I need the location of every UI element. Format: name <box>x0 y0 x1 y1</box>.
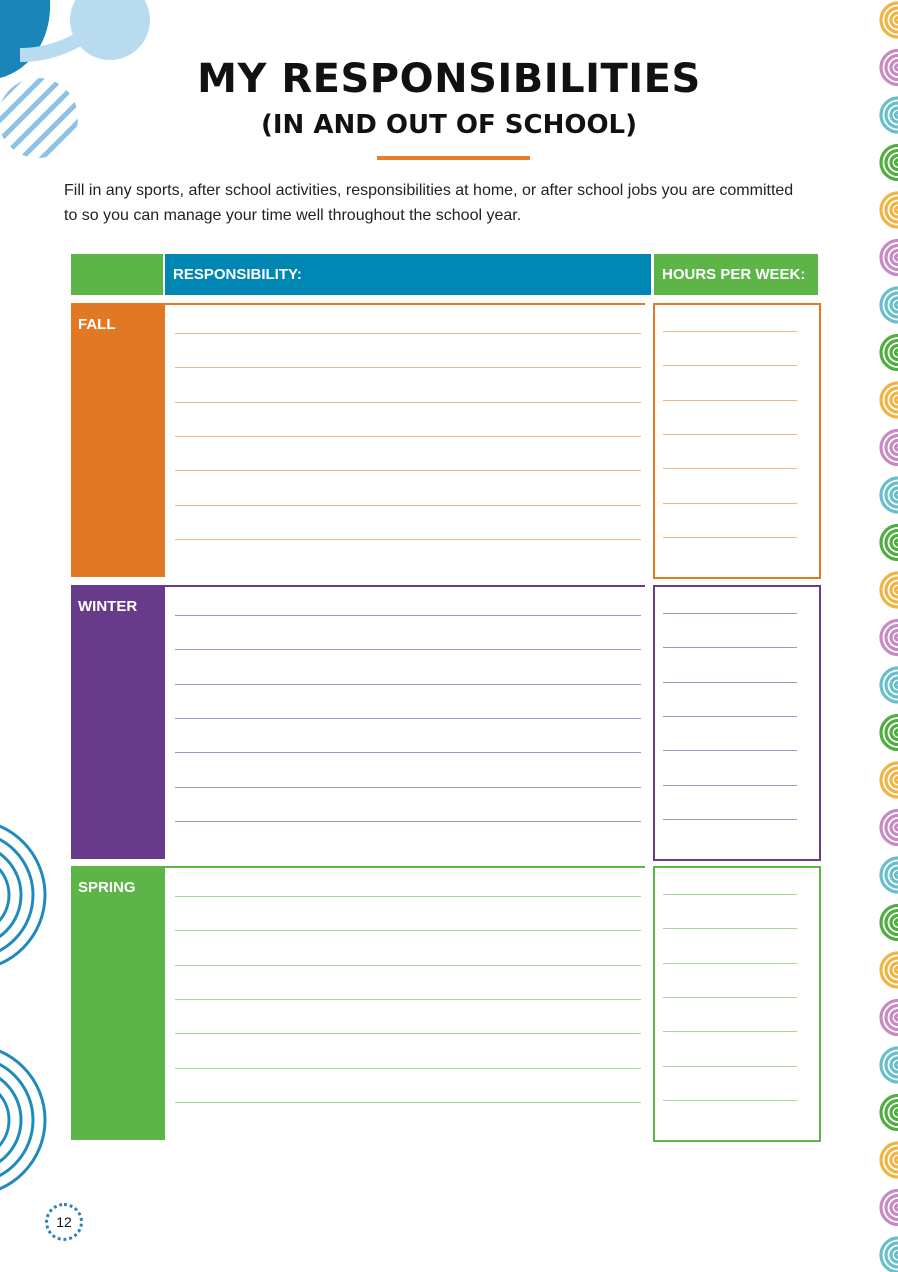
spiral-icon <box>881 193 898 227</box>
writing-line <box>175 539 641 540</box>
responsibility-writing-area[interactable] <box>165 303 645 579</box>
hours-writing-box[interactable] <box>653 303 821 579</box>
writing-line <box>175 1033 641 1034</box>
writing-line <box>175 896 641 897</box>
title-underline <box>377 156 530 160</box>
hours-writing-line <box>663 716 797 717</box>
hours-writing-line <box>663 894 797 895</box>
page-title: MY RESPONSIBILITIES <box>197 56 701 102</box>
spiral-icon <box>881 431 898 465</box>
spiral-icon <box>881 3 898 37</box>
spiral-icon <box>881 953 898 987</box>
spiral-icon <box>881 858 898 892</box>
spiral-icon <box>881 1238 898 1272</box>
spiral-icon <box>881 906 898 940</box>
spiral-icon <box>881 1048 898 1082</box>
hours-writing-line <box>663 434 797 435</box>
hours-writing-line <box>663 365 797 366</box>
hours-writing-box[interactable] <box>653 585 821 861</box>
writing-line <box>175 787 641 788</box>
season-section-fall <box>71 303 819 577</box>
spiral-icon <box>881 1001 898 1035</box>
writing-line <box>175 1068 641 1069</box>
spiral-icon <box>881 668 898 702</box>
spiral-icon <box>881 336 898 370</box>
hours-writing-line <box>663 1031 797 1032</box>
season-label: SPRING <box>78 879 136 896</box>
hours-writing-line <box>663 785 797 786</box>
hours-writing-line <box>663 682 797 683</box>
writing-line <box>175 684 641 685</box>
intro-text: Fill in any sports, after school activities, responsibilities at home, or after school jobs you are committed to so you can manage your time well throughout the school year. <box>64 182 794 224</box>
spiral-icon <box>881 383 898 417</box>
season-section-winter <box>71 585 819 859</box>
season-label: WINTER <box>78 598 138 615</box>
left-arcs-decoration <box>0 810 50 1210</box>
season-section-spring <box>71 866 819 1140</box>
season-label-cell <box>71 585 165 859</box>
header-hours-label: HOURS PER WEEK: <box>662 266 806 283</box>
hours-writing-line <box>663 647 797 648</box>
writing-line <box>175 965 641 966</box>
writing-line <box>175 718 641 719</box>
hours-writing-box[interactable] <box>653 866 821 1142</box>
page-subtitle: (IN AND OUT OF SCHOOL) <box>260 110 638 140</box>
spiral-icon <box>881 146 898 180</box>
spiral-icon <box>881 526 898 560</box>
hours-writing-line <box>663 400 797 401</box>
spiral-icon <box>881 763 898 797</box>
hours-writing-line <box>663 997 797 998</box>
spiral-icon <box>881 1191 898 1225</box>
spiral-icon <box>881 621 898 655</box>
writing-line <box>175 367 641 368</box>
season-label: FALL <box>78 316 116 333</box>
right-spiral-column-decoration <box>873 0 898 1272</box>
writing-line <box>175 1102 641 1103</box>
hours-writing-line <box>663 1100 797 1101</box>
header-corner-cell <box>71 254 163 295</box>
spiral-icon <box>881 288 898 322</box>
writing-line <box>175 752 641 753</box>
writing-line <box>175 999 641 1000</box>
writing-line <box>175 402 641 403</box>
hours-writing-line <box>663 468 797 469</box>
spiral-icon <box>881 1143 898 1177</box>
writing-line <box>175 930 641 931</box>
header-hours-cell <box>654 254 818 295</box>
header-responsibility-label: RESPONSIBILITY: <box>173 266 302 283</box>
writing-line <box>175 615 641 616</box>
hours-writing-line <box>663 613 797 614</box>
hours-writing-line <box>663 503 797 504</box>
spiral-icon <box>881 478 898 512</box>
season-label-cell <box>71 866 165 1140</box>
spiral-icon <box>881 241 898 275</box>
writing-line <box>175 649 641 650</box>
hours-writing-line <box>663 928 797 929</box>
writing-line <box>175 505 641 506</box>
hours-writing-line <box>663 537 797 538</box>
hours-writing-line <box>663 1066 797 1067</box>
hours-writing-line <box>663 331 797 332</box>
writing-line <box>175 821 641 822</box>
header-responsibility-cell <box>165 254 651 295</box>
spiral-icon <box>881 811 898 845</box>
writing-line <box>175 436 641 437</box>
season-label-cell <box>71 303 165 577</box>
responsibility-writing-area[interactable] <box>165 585 645 861</box>
responsibility-writing-area[interactable] <box>165 866 645 1142</box>
hours-writing-line <box>663 963 797 964</box>
spiral-icon <box>881 1096 898 1130</box>
page-number: 12 <box>45 1203 83 1241</box>
writing-line <box>175 470 641 471</box>
hours-writing-line <box>663 750 797 751</box>
spiral-icon <box>881 716 898 750</box>
spiral-icon <box>881 573 898 607</box>
hours-writing-line <box>663 819 797 820</box>
writing-line <box>175 333 641 334</box>
